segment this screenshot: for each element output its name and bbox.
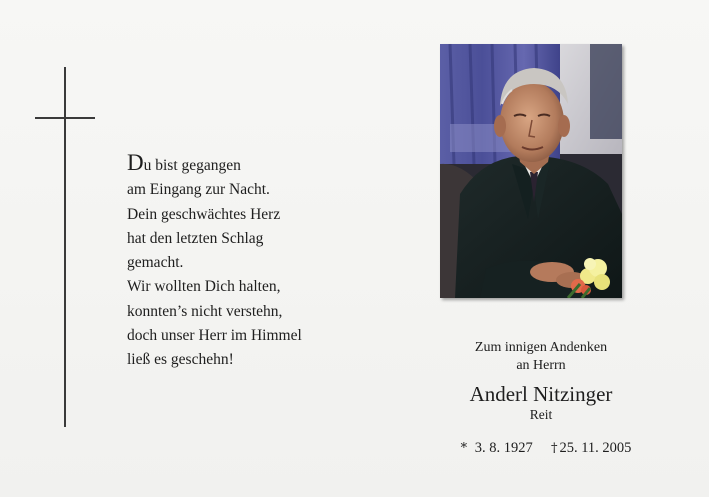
portrait-photo (440, 44, 622, 298)
dedication-line-2: an Herrn (516, 358, 566, 373)
poem-line-2: am Eingang zur Nacht. (127, 181, 270, 199)
cross-horizontal-bar (35, 117, 95, 119)
poem-line-1 (127, 152, 357, 178)
poem-line-8: doch unser Herr im Himmel (127, 327, 302, 345)
poem-initial: D (127, 150, 144, 175)
poem-line-3: Dein geschwächtes Herz (127, 205, 281, 223)
death-cross-icon: † (550, 441, 558, 456)
poem-line-9: ließ es geschehn! (127, 351, 234, 369)
deceased-name: Anderl Nitzinger (469, 382, 613, 406)
poem-line-7: konnten’s nicht verstehn, (127, 302, 283, 320)
poem-line-6: Wir wollten Dich halten, (127, 278, 281, 296)
memorial-dedication (440, 339, 642, 375)
poem-line-4: hat den letzten Schlag (127, 229, 264, 247)
poem-line-5: gemacht. (127, 254, 184, 272)
life-dates (420, 439, 672, 458)
portrait-photo-image (440, 44, 622, 298)
dedication-line-1: Zum innigen Andenken (474, 340, 608, 355)
cross-vertical-bar (64, 67, 66, 427)
death-date: 25. 11. 2005 (559, 440, 632, 456)
poem-line-1-rest: u bist gegangen (143, 157, 241, 174)
birth-date: 3. 8. 1927 (474, 440, 533, 456)
deceased-place: Reit (529, 407, 553, 422)
memorial-poem (127, 152, 357, 373)
birth-star-icon: * (460, 441, 468, 456)
